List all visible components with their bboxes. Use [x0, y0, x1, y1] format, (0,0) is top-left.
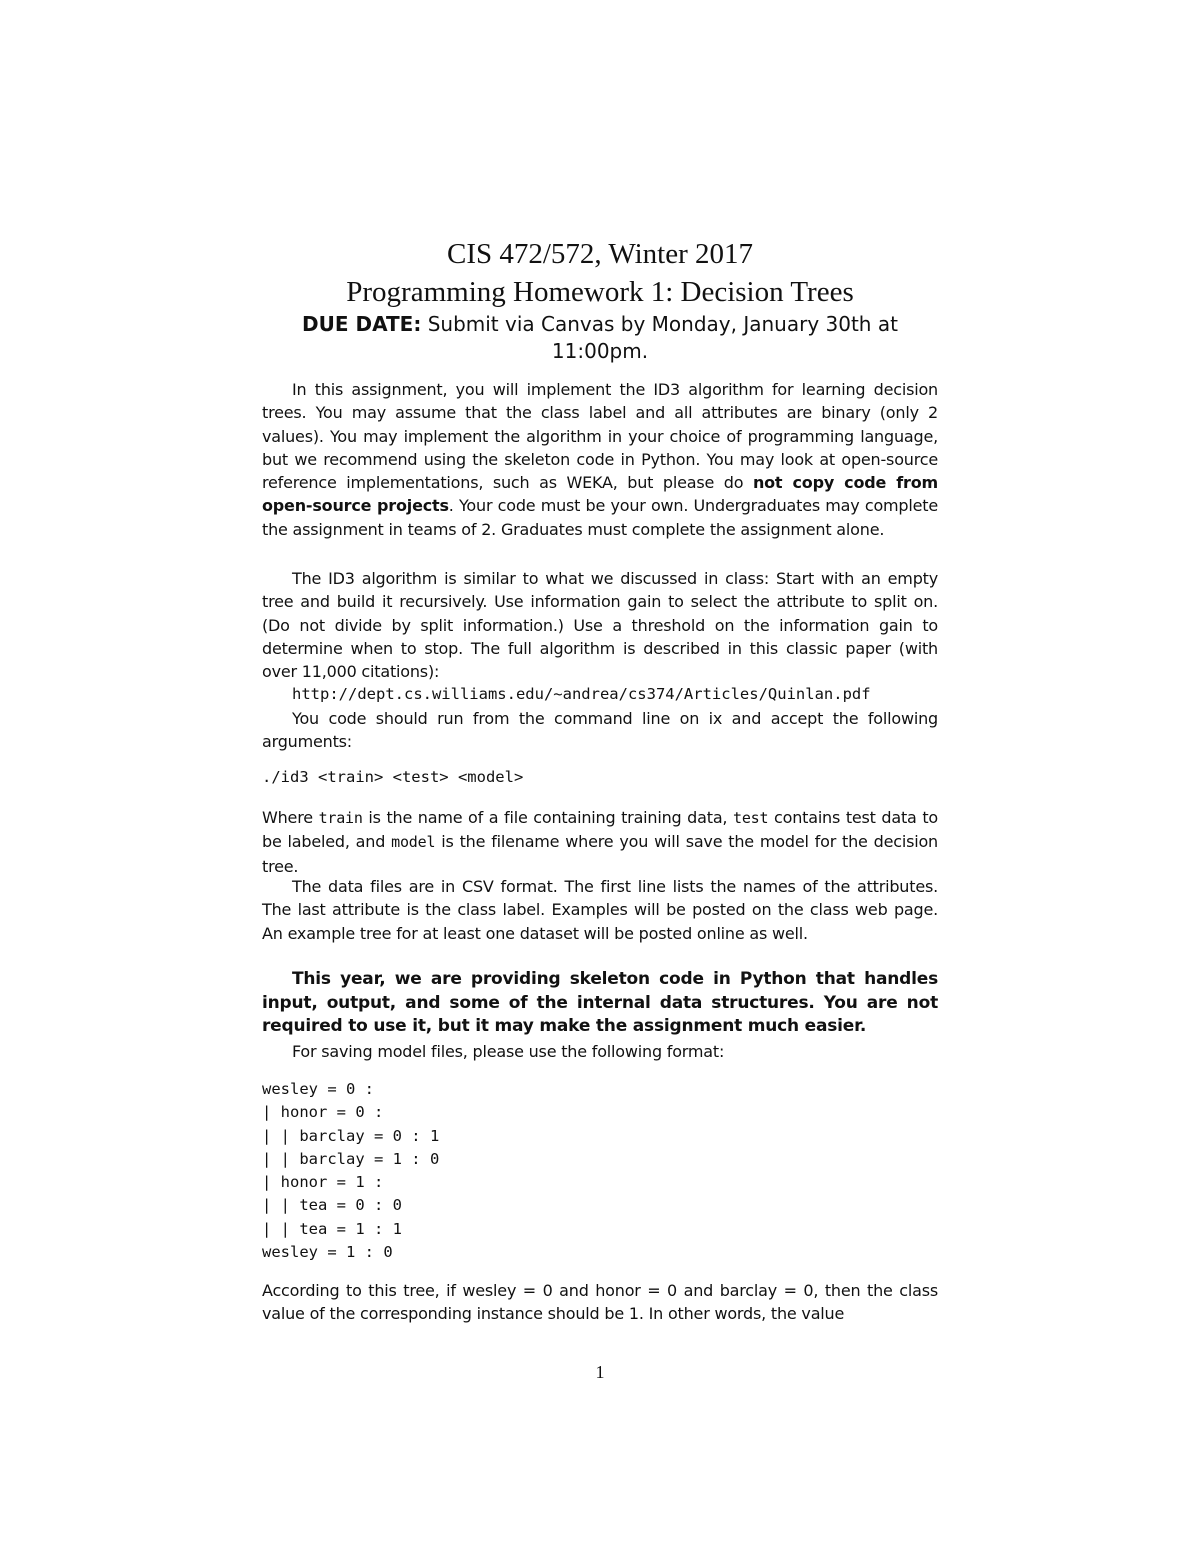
arguments-paragraph: [262, 806, 938, 878]
homework-title: Programming Homework 1: Decision Trees: [346, 276, 854, 308]
tree-line: | | tea = 1 : 1: [262, 1219, 402, 1238]
algorithm-text: The ID3 algorithm is similar to what we discussed in class: Start with an empty tree and build it recursively. Use information gain to select the attribute to split on. (Do not divide by split information.) Use a threshold on the information gain to determine when to stop. The full algorithm is described in this classic paper (with over 11,000 citations):: [262, 569, 938, 682]
skeleton-code-text: This year, we are providing skeleton code in Python that handles input, output, and some of the internal data structures. You are not required to use it, but it may make the assignment much easier.: [262, 969, 938, 1036]
algorithm-paragraph: [262, 567, 938, 683]
due-date-label: DUE DATE:: [302, 312, 422, 336]
usage-paragraph: [262, 707, 938, 754]
tree-line: wesley = 0 :: [262, 1080, 374, 1098]
args-text-4: is the filename where you will save the model for the decision tree.: [262, 832, 938, 876]
model-format-text: For saving model files, please use the following format:: [292, 1042, 725, 1061]
command-line: ./id3 <train> <test> <model>: [262, 768, 524, 786]
intro-text-b: . Your code must be your own. Undergraduates may complete the assignment in teams of 2. Graduates must complete the assignment alone.: [262, 496, 938, 539]
intro-text-a: In this assignment, you will implement the ID3 algorithm for learning decision trees. You may assume that the class label and all attributes are binary (only 2 values). You may implement the algorithm in your choice of programming language, but we recommend using the skeleton code in Python. You may look at open-source reference implementations, such as WEKA, but please do: [262, 380, 938, 493]
paper-url: http://dept.cs.williams.edu/~andrea/cs374/Articles/Quinlan.pdf: [292, 685, 871, 703]
data-files-text: The data files are in CSV format. The first line lists the names of the attributes. The last attribute is the class label. Examples will be posted on the class web page. An example tree for at least one dataset will be posted online as well.: [262, 877, 938, 943]
explanation-paragraph: [262, 1279, 938, 1326]
tree-line: | | barclay = 0 : 1: [262, 1126, 440, 1145]
due-date: [270, 311, 930, 365]
args-text-2: is the name of a file containing training data,: [362, 808, 733, 827]
tree-line: | | tea = 0 : 0: [262, 1196, 402, 1215]
tree-line: | honor = 0 :: [262, 1103, 384, 1122]
args-text-1: Where: [262, 808, 319, 827]
args-text-3: contains test data to be labeled, and: [262, 808, 939, 852]
usage-intro: You code should run from the command line on ix and accept the following arguments:: [262, 709, 938, 752]
explanation-text: According to this tree, if wesley = 0 and honor = 0 and barclay = 0, then the class value of the corresponding instance should be 1. In other words, the value: [262, 1281, 938, 1324]
intro-paragraph: [262, 378, 938, 541]
tree-line: wesley = 1 : 0: [262, 1243, 393, 1262]
train-arg: train: [318, 809, 363, 827]
model-arg: model: [391, 833, 436, 852]
due-date-text: Submit via Canvas by Monday, January 30th at 11:00pm.: [421, 312, 898, 363]
tree-line: | | barclay = 1 : 0: [262, 1149, 440, 1168]
data-files-paragraph: [262, 875, 938, 945]
skeleton-code-note: [262, 968, 938, 1039]
page-number: 1: [595, 1362, 605, 1382]
course-title: CIS 472/572, Winter 2017: [446, 238, 753, 270]
no-copy-warning: not copy code from open-source projects: [262, 473, 938, 516]
model-format-intro: [262, 1040, 938, 1063]
tree-line: | honor = 1 :: [262, 1173, 384, 1192]
example-tree: [262, 1078, 439, 1264]
test-arg: test: [733, 809, 769, 827]
